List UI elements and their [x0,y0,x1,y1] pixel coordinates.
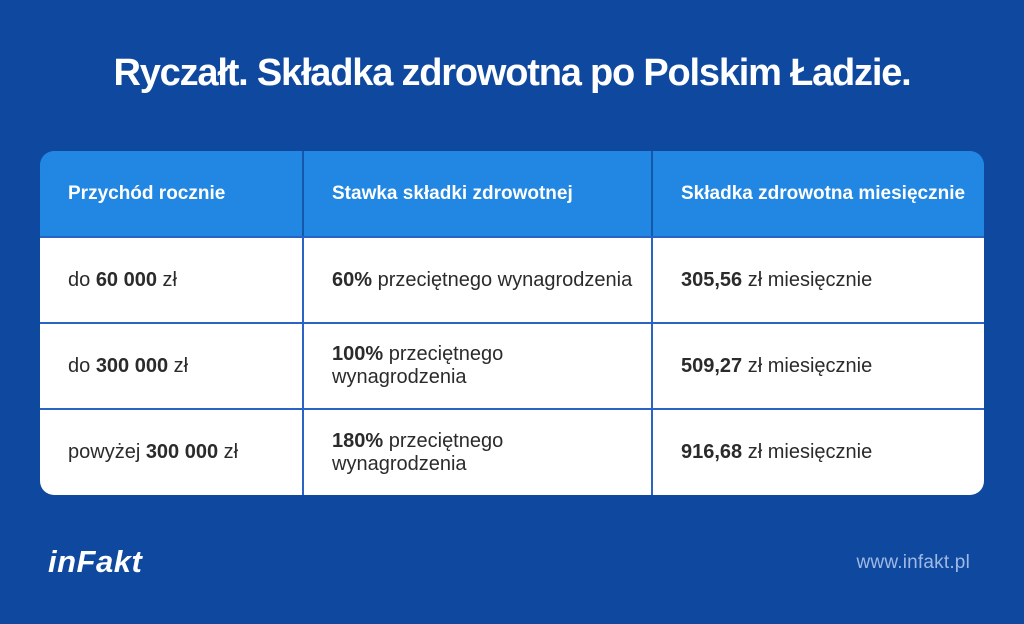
text-bold: 180% [332,429,384,452]
infakt-logo: inFakt [48,544,143,579]
page-title: Ryczałt. Składka zdrowotna po Polskim Ładzie. [113,52,911,94]
cell-text [68,269,177,292]
cell-text [681,441,872,464]
website-url: www.infakt.pl [856,552,970,573]
column-header-label: Przychód rocznie [68,182,226,204]
text-regular: przeciętnego wynagrodzenia [372,268,633,291]
cell-text [681,355,872,378]
cell-text [68,441,238,464]
text-bold: 305,56 [681,268,743,291]
cell-text [681,269,872,292]
text-bold: 60 000 [95,268,157,291]
table-row-2-monthly-cell [651,322,984,408]
text-regular: zł miesięcznie [742,354,873,377]
text-regular: powyżej [68,441,146,463]
text-regular: zł [168,354,189,377]
text-regular: do [68,268,96,291]
text-regular: przeciętnego wynagrodzenia [332,343,504,388]
table-row-1-monthly-cell [651,236,984,322]
health-contribution-table [40,151,984,495]
text-bold: 60% [332,268,373,291]
text-regular: zł [218,441,239,463]
column-header-monthly [651,151,984,236]
table-row-3-rate-cell [302,408,651,495]
text-bold: 300 000 [95,354,169,377]
table-row-3-income-cell [40,408,302,495]
table-row-1-rate-cell [302,236,651,322]
column-header-income [40,151,302,236]
cell-text [68,355,188,378]
text-bold: 100% [332,343,384,365]
text-bold: 509,27 [681,354,743,377]
cell-text [332,343,641,389]
text-bold: 300 000 [145,441,219,463]
text-regular: zł miesięcznie [742,268,873,291]
table-row-3-monthly-cell [651,408,984,495]
column-header-rate [302,151,651,236]
column-header-label: Składka zdrowotna miesięcznie [681,182,966,204]
table-row-2-rate-cell [302,322,651,408]
table-row-1-income-cell [40,236,302,322]
text-bold: 916,68 [681,441,743,463]
table-row-2-income-cell [40,322,302,408]
text-regular: przeciętnego wynagrodzenia [332,429,504,475]
text-regular: zł miesięcznie [742,441,873,463]
cell-text [332,269,632,292]
column-header-label: Stawka składki zdrowotnej [332,182,573,204]
cell-text [332,430,641,476]
text-regular: zł [156,268,177,291]
text-regular: do [68,354,96,377]
